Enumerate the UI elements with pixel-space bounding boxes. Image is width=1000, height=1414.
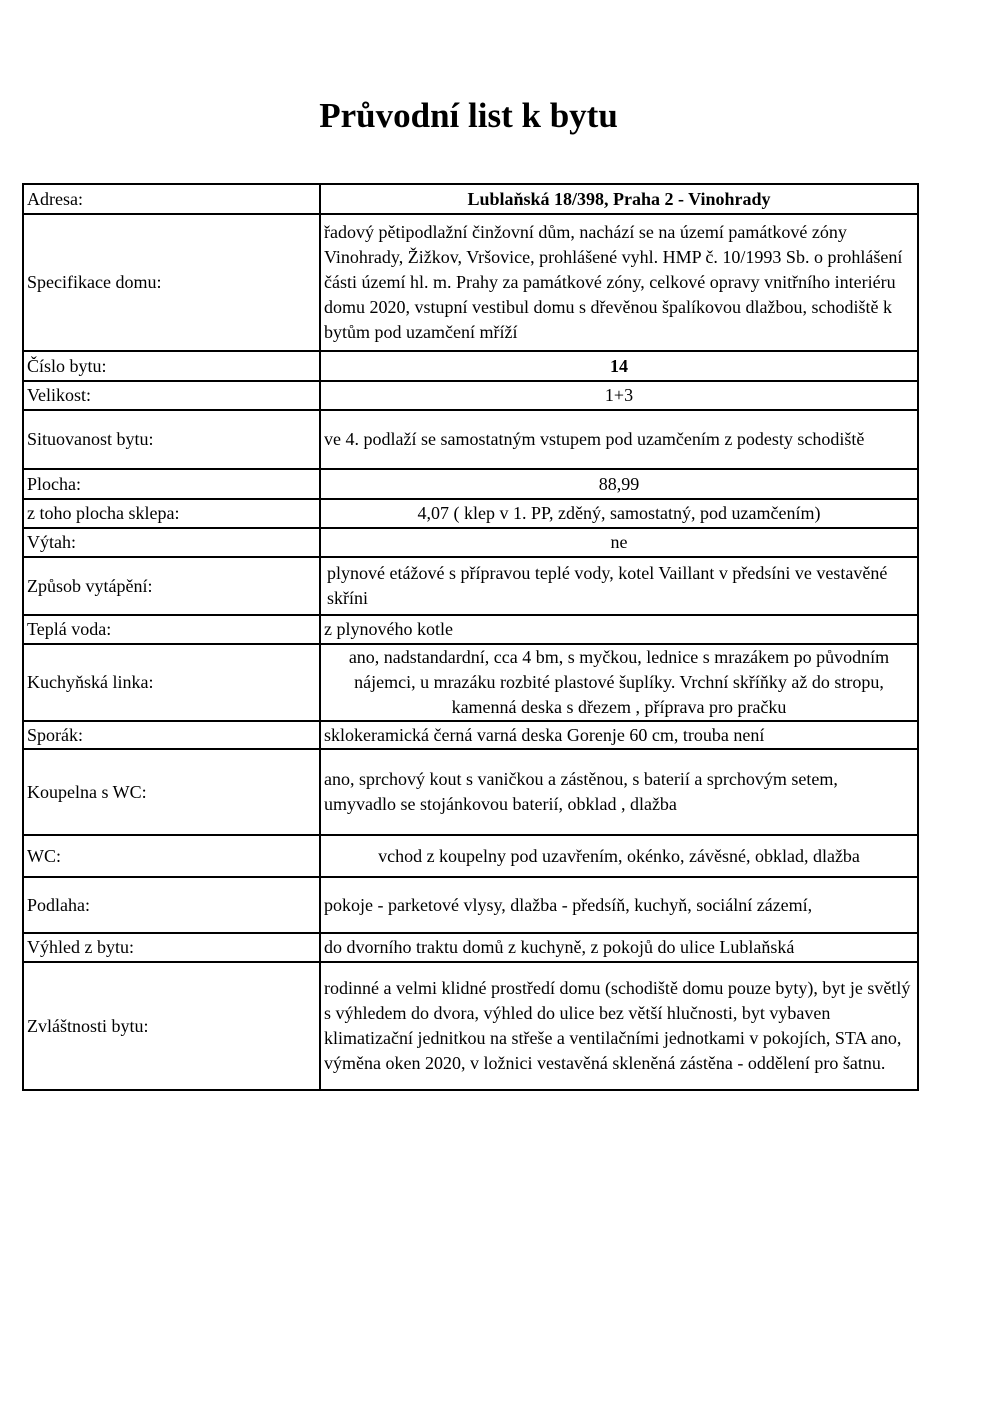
label-kuchynska-linka: Kuchyňská linka: xyxy=(23,644,320,721)
label-vytapeni: Způsob vytápění: xyxy=(23,557,320,615)
row-koupelna xyxy=(23,749,918,835)
value-kuchynska-linka: ano, nadstandardní, cca 4 bm, s myčkou, lednice s mrazákem po původním nájemci, u mrazáku rozbité plastové šuplíky. Vrchní skříňky až do stropu, kamenná deska s dřezem , příprava pro pračku xyxy=(320,644,918,721)
value-vyhled: do dvorního traktu domů z kuchyně, z pokojů do ulice Lublaňská xyxy=(320,933,918,962)
row-podlaha xyxy=(23,877,918,933)
value-cislo: 14 xyxy=(320,351,918,381)
label-situovanost: Situovanost bytu: xyxy=(23,410,320,469)
label-adresa: Adresa: xyxy=(23,184,320,214)
label-plocha: Plocha: xyxy=(23,469,320,499)
row-plocha xyxy=(23,469,918,499)
value-sporak: sklokeramická černá varná deska Gorenje 60 cm, trouba není xyxy=(320,721,918,749)
value-koupelna: ano, sprchový kout s vaničkou a zástěnou, s baterií a sprchovým setem, umyvadlo se stojánkovou baterií, obklad , dlažba xyxy=(320,749,918,835)
label-wc: WC: xyxy=(23,835,320,877)
label-velikost: Velikost: xyxy=(23,381,320,410)
row-situovanost xyxy=(23,410,918,469)
row-vyhled xyxy=(23,933,918,962)
value-podlaha: pokoje - parketové vlysy, dlažba - předsíň, kuchyň, sociální zázemí, xyxy=(320,877,918,933)
label-tepla-voda: Teplá voda: xyxy=(23,615,320,644)
row-vytapeni xyxy=(23,557,918,615)
row-sklep xyxy=(23,499,918,528)
label-specifikace: Specifikace domu: xyxy=(23,214,320,351)
row-sporak xyxy=(23,721,918,749)
label-koupelna: Koupelna s WC: xyxy=(23,749,320,835)
row-velikost xyxy=(23,381,918,410)
row-kuchynska-linka xyxy=(23,644,918,721)
label-cislo: Číslo bytu: xyxy=(23,351,320,381)
row-adresa xyxy=(23,184,918,214)
row-vytah xyxy=(23,528,918,557)
page-title: Průvodní list k bytu xyxy=(319,96,618,135)
label-vytah: Výtah: xyxy=(23,528,320,557)
value-wc: vchod z koupelny pod uzavřením, okénko, závěsné, obklad, dlažba xyxy=(320,835,918,877)
row-wc xyxy=(23,835,918,877)
value-zvlastnosti: rodinné a velmi klidné prostředí domu (schodiště domu pouze byty), byt je světlý s výhledem do dvora, výhled do ulice bez větší hlučnosti, byt vybaven klimatizační jednitkou na střeše a ventilačními jednotkami v pokojích, STA ano, výměna oken 2020, v ložnici vestavěná skleněná zástěna - oddělení pro šatnu. xyxy=(320,962,918,1090)
row-tepla-voda xyxy=(23,615,918,644)
row-cislo xyxy=(23,351,918,381)
label-sklep: z toho plocha sklepa: xyxy=(23,499,320,528)
label-zvlastnosti: Zvláštnosti bytu: xyxy=(23,962,320,1090)
value-specifikace: řadový pětipodlažní činžovní dům, nachází se na území památkové zóny Vinohrady, Žižkov, Vršovice, prohlášené vyhl. HMP č. 10/1993 Sb. o prohlášení části území hl. m. Prahy za památkové zóny, celkové opravy vnitřního interiéru domu 2020, vstupní vestibul domu s dřevěnou špalíkovou dlažbou, schodiště k bytům pod uzamčení mříží xyxy=(320,214,918,351)
label-podlaha: Podlaha: xyxy=(23,877,320,933)
value-vytapeni: plynové etážové s přípravou teplé vody, kotel Vaillant v předsíni ve vestavěné skříni xyxy=(320,557,918,615)
row-zvlastnosti xyxy=(23,962,918,1090)
value-velikost: 1+3 xyxy=(320,381,918,410)
label-sporak: Sporák: xyxy=(23,721,320,749)
label-vyhled: Výhled z bytu: xyxy=(23,933,320,962)
value-adresa: Lublaňská 18/398, Praha 2 - Vinohrady xyxy=(320,184,918,214)
value-plocha: 88,99 xyxy=(320,469,918,499)
apartment-info-table xyxy=(22,183,919,1091)
row-specifikace xyxy=(23,214,918,351)
value-vytah: ne xyxy=(320,528,918,557)
value-sklep: 4,07 ( klep v 1. PP, zděný, samostatný, pod uzamčením) xyxy=(320,499,918,528)
value-situovanost: ve 4. podlaží se samostatným vstupem pod uzamčením z podesty schodiště xyxy=(320,410,918,469)
value-tepla-voda: z plynového kotle xyxy=(320,615,918,644)
